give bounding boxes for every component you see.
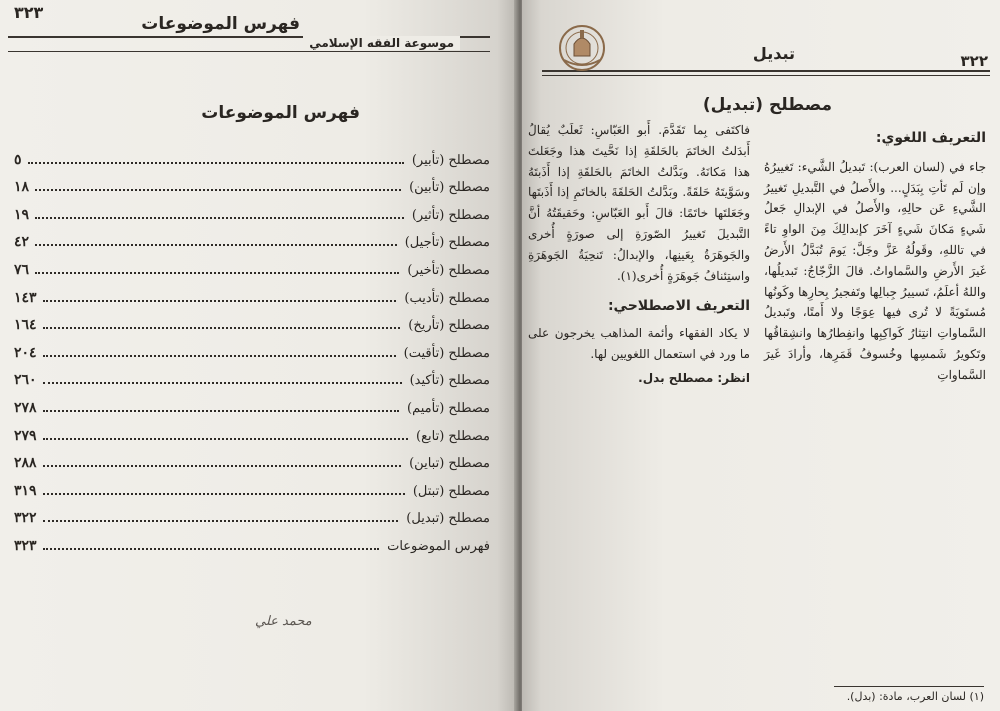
toc-entry: [14, 416, 490, 444]
lexical-text-continued: فاكتَفى بِما تَقَدَّمَ. أَبو العَبّاسِ: ثَعلَبٌ يُقالُ أَبدَلتُ الخاتَمَ بالحَلقَةِ إذا نَحَّيتَ هذا وجَعَلتَ هذا مَكانَهُ. وبَدَّلتُ الخاتَمَ بالحَلقَةِ إذا أَذَبتَهُ وسَوَّيتَهُ حَلقَةً. وبَدَّلتُ الحَلقَةَ بالخاتَمِ إذا أَذَبتَها وجَعَلتَها خاتَمًا: قالَ أَبو العَبّاسِ: وحَقيقَتُهُ أنَّ التَّبديلَ تَغييرُ الصّورَةِ إلى صورَةٍ أُخرى والجَوهَرَةُ بِعَينِها، والإبدالُ: تَنحِيَةُ الجَوهَرَةِ واستِئنافُ جَوهَرَةٍ أُخرى(١).: [528, 123, 750, 283]
toc-entry-page: ٢٧٨: [14, 399, 37, 416]
toc-leader-dots: [43, 438, 408, 440]
lexical-text: جاء في (لسان العرب): تَبديلُ الشَّيء: تَغييرُهُ وإن لَم تَأتِ بِبَدَلٍ... والأَصلُ في التَّبديلِ تَغييرُ الشَّيءِ عَن حالِهِ، والأَصلُ في الإبدالِ جَعلُ شَيءٍ مَكانَ شَيءٍ آخَرَ كإبدالِكَ مِنَ الواوِ تاءً في تاللهِ، وقَولُهُ عَزَّ وجَلَّ: يَومَ تُبَدَّلُ الأَرضُ غَيرَ الأَرضِ والسَّماواتُ. قالَ الزَّجّاجُ: تَبديلُها، واللهُ أعلَمُ، تَسييرُ جِبالِها وتَفجيرُ بِحارِها وكَونُها مُستَويَةً لا تُرى فيها عِوَجًا ولا أَمتًا، وتَبديلُ السَّماواتِ انتِثارُ كَواكِبِها وانفِطارُها وانشِقاقُها وتَكويرُ شَمسِها وخُسوفُ قَمَرِها، وأرادَ غَيرَ السَّماواتِ: [764, 159, 986, 382]
toc-entry: [14, 250, 490, 278]
toc-entry: [14, 333, 490, 361]
toc-entry-page: ١٩: [14, 206, 30, 223]
toc-entry: [14, 388, 490, 416]
toc-entry-page: ٣١٩: [14, 482, 37, 499]
page-number: ٣٢٢: [960, 52, 988, 70]
toc-entry-label: مصطلح (تأبين): [409, 180, 490, 196]
lexical-heading: التعريف اللغوي:: [875, 130, 986, 146]
toc-leader-dots: [43, 520, 399, 522]
toc-leader-dots: [43, 300, 397, 302]
toc-entry-label: مصطلح (تأقيت): [403, 345, 490, 361]
toc-entry-label: فهرس الموضوعات: [387, 538, 490, 554]
toc-entry-page: ٥: [14, 151, 22, 168]
toc-entry: [14, 223, 490, 251]
toc-leader-dots: [43, 382, 402, 384]
toc-entry-page: ١٦٤: [14, 317, 37, 334]
toc-entry: [14, 444, 490, 472]
toc-entry-page: ٣٢٢: [14, 510, 37, 527]
toc-entry: [14, 361, 490, 389]
toc-entry: [14, 306, 490, 334]
running-title: تبديل: [752, 44, 795, 63]
footnote: (١) لسان العرب، مادة: (بدل).: [846, 690, 984, 703]
toc-entry-page: ٤٢: [14, 234, 30, 251]
toc-leader-dots: [35, 272, 399, 274]
toc-entry-label: مصطلح (تأكيد): [409, 373, 490, 389]
toc-entry-label: مصطلح (تأخير): [407, 262, 490, 278]
encyclopedia-name: موسوعة الفقه الإسلامي: [303, 36, 460, 50]
text-column-left: [528, 120, 750, 389]
toc-entry: [14, 195, 490, 223]
text-column-right: [764, 120, 986, 386]
footnote-rule: [834, 686, 984, 687]
toc-entry: [14, 499, 490, 527]
toc-leader-dots: [43, 410, 399, 412]
toc-entry-label: مصطلح (تبديل): [406, 511, 490, 527]
technical-text: لا يكاد الفقهاء وأئمة المذاهب يخرجون على ما ورد في استعمال اللغويين لها.: [528, 326, 750, 362]
article-page: [522, 0, 1000, 711]
header-rule-thin: [542, 75, 990, 76]
toc-entry: [14, 278, 490, 306]
toc-leader-dots: [43, 327, 401, 329]
index-title: فهرس الموضوعات: [201, 103, 360, 123]
toc-entry-page: ٢٦٠: [14, 372, 37, 389]
toc-entry-label: مصطلح (تأريخ): [408, 318, 490, 334]
toc-leader-dots: [35, 189, 401, 191]
article-title: مصطلح (تبديل): [702, 95, 832, 115]
toc-entry-label: مصطلح (تأديب): [404, 290, 490, 306]
toc-entry-page: ١٨: [14, 179, 30, 196]
toc-entry-label: مصطلح (تأجيل): [404, 235, 490, 251]
header-rule: [542, 70, 990, 72]
technical-heading: التعريف الاصطلاحي:: [607, 298, 750, 315]
toc-entry: [14, 526, 490, 554]
toc-entry-page: ١٤٣: [14, 289, 37, 306]
toc-entry-page: ٢٧٩: [14, 427, 37, 444]
toc-entry-label: مصطلح (تأثير): [411, 207, 490, 223]
toc-leader-dots: [35, 244, 397, 246]
toc-entry: [14, 168, 490, 196]
toc-leader-dots: [43, 355, 396, 357]
see-also: انظر: مصطلح بدل.: [638, 371, 750, 386]
page-number: ٣٢٣: [14, 3, 44, 22]
seal-logo-icon: [556, 20, 608, 72]
toc-entry-page: ٢٨٨: [14, 455, 37, 472]
toc-leader-dots: [43, 465, 402, 467]
toc-entry-page: ٣٢٣: [14, 537, 37, 554]
toc-leader-dots: [28, 162, 404, 164]
handwritten-signature: محمد علي: [255, 614, 312, 629]
toc-entry-label: مصطلح (تبتل): [412, 483, 490, 499]
toc-entry-label: مصطلح (تأميم): [407, 400, 490, 416]
toc-leader-dots: [43, 493, 405, 495]
toc-entry-label: مصطلح (تأبير): [411, 152, 490, 168]
header-rule-thin: [8, 51, 490, 52]
toc-leader-dots: [43, 548, 380, 550]
toc-entry-label: مصطلح (تباين): [409, 456, 490, 472]
toc-entry-label: مصطلح (تابع): [416, 428, 490, 444]
toc-entry: [14, 471, 490, 499]
toc-entry-page: ٧٦: [14, 261, 30, 278]
toc-entry-page: ٢٠٤: [14, 344, 37, 361]
toc-leader-dots: [35, 217, 404, 219]
table-of-contents: [14, 140, 490, 554]
running-title: فهرس الموضوعات: [141, 14, 300, 34]
toc-entry: [14, 140, 490, 168]
